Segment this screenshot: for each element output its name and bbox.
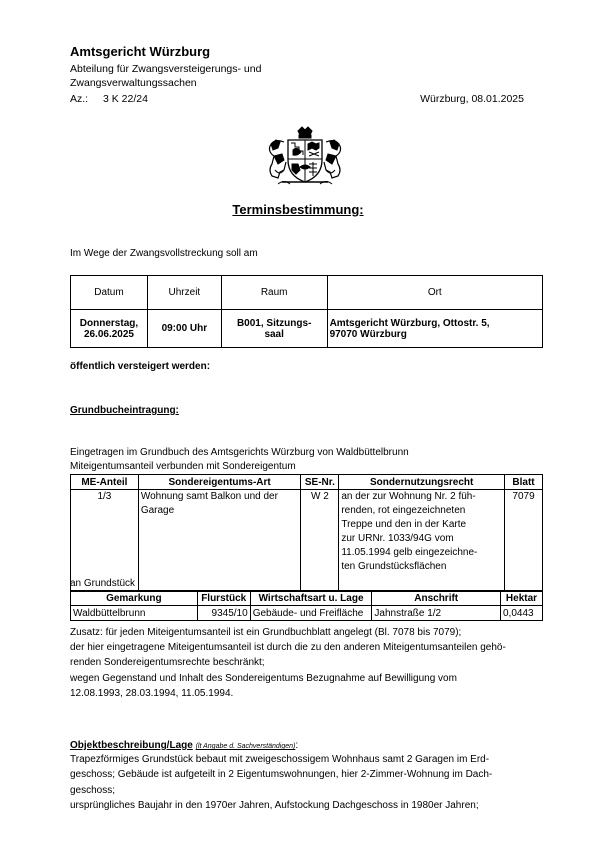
- object-heading-note: (lt Angabe d. Sachverständigen): [195, 743, 296, 750]
- appointment-header-date: Datum: [71, 276, 148, 310]
- object-line: Trapezförmiges Grundstück bebaut mit zweigeschossigem Wohnhaus samt 2 Garagen im Erd-: [70, 754, 490, 765]
- ownership-type: [138, 490, 301, 591]
- note-line: der hier eingetragene Miteigentumsanteil ist durch die zu den anderen Miteigentumsanteilen gehö-: [70, 642, 506, 654]
- parcel-header: Anschrift: [372, 592, 501, 606]
- parcel-header: Gemarkung: [71, 592, 198, 606]
- use-right-line: ten Grundstücksflächen: [341, 561, 447, 572]
- note-line: Zusatz: für jeden Miteigentumsanteil ist ein Grundbuchblatt angelegt (Bl. 7078 bis 7079);: [70, 627, 462, 638]
- court-name: Amtsgericht Würzburg: [70, 44, 211, 59]
- use-right-line: renden, rot eingezeichneten: [341, 505, 466, 516]
- share-header: Sondereigentums-Art: [138, 475, 301, 490]
- intro-text: Im Wege der Zwangsvollstreckung soll am: [70, 248, 258, 259]
- ownership-type-line: Wohnung samt Balkon und der: [140, 491, 278, 502]
- share-header: Blatt: [505, 475, 543, 490]
- share-fraction: 1/3: [71, 490, 139, 591]
- use-right-line: an der zur Wohnung Nr. 2 füh-: [341, 491, 476, 502]
- registry-line: Miteigentumsanteil verbunden mit Sondereigentum: [70, 461, 296, 472]
- parcel-header: Wirtschaftsart u. Lage: [250, 592, 372, 606]
- appointment-header-room: Raum: [221, 276, 327, 310]
- appointment-header-place: Ort: [327, 276, 542, 310]
- object-description: [70, 752, 545, 813]
- table-row: [71, 606, 543, 621]
- appointment-date-line: Donnerstag,: [79, 317, 139, 329]
- appointment-table: [70, 275, 543, 348]
- use-right-line: 11.05.1994 gelb eingezeichne-: [341, 547, 478, 558]
- case-number-label: Az.:: [70, 93, 89, 105]
- share-header: ME-Anteil: [71, 475, 139, 490]
- land-register-heading: Grundbucheintragung:: [70, 405, 179, 416]
- object-description-heading: [70, 740, 298, 751]
- appointment-room-line: saal: [264, 328, 284, 340]
- place-date: Würzburg, 08.01.2025: [420, 93, 524, 105]
- department-line: Zwangsverwaltungssachen: [70, 77, 197, 89]
- share-header: Sondernutzungsrecht: [339, 475, 505, 490]
- use-right-line: zur URNr. 1033/94G vom: [341, 533, 454, 544]
- parcel-address: Jahnstraße 1/2: [372, 606, 501, 621]
- note-line: renden Sondereigentumsrechte beschränkt;: [70, 657, 265, 669]
- appointment-place-line: 97070 Würzburg: [329, 328, 407, 340]
- appointment-date: [71, 310, 148, 348]
- parcel-hectare: 0,0443: [501, 606, 543, 621]
- use-right-line: Treppe und den in der Karte: [341, 519, 467, 530]
- parcel-number: 9345/10: [197, 606, 250, 621]
- parcel-table: [70, 591, 543, 621]
- appointment-date-line: 26.06.2025: [83, 328, 134, 340]
- parcel-header: Flurstück: [197, 592, 250, 606]
- appointment-room-line: B001, Sitzungs-: [236, 317, 312, 329]
- appointment-room: [221, 310, 327, 348]
- court-department: [70, 62, 330, 90]
- appointment-place: [327, 310, 542, 348]
- appointment-time: 09:00 Uhr: [147, 310, 221, 348]
- bavarian-coat-of-arms: [262, 126, 348, 186]
- co-ownership-table: [70, 474, 543, 591]
- appointment-place-line: Amtsgericht Würzburg, Ottostr. 5,: [329, 317, 490, 329]
- parcel-intro: an Grundstück: [70, 578, 136, 589]
- share-header: SE-Nr.: [301, 475, 339, 490]
- object-line: geschoss;: [70, 784, 116, 796]
- appointment-header-time: Uhrzeit: [147, 276, 221, 310]
- unit-number: W 2: [301, 490, 339, 591]
- department-line: Abteilung für Zwangsversteigerungs- und: [70, 63, 262, 75]
- special-use-right: [339, 490, 505, 591]
- note-line: 12.08.1993, 28.03.1994, 11.05.1994.: [70, 687, 234, 699]
- ownership-type-line: Garage: [140, 505, 175, 516]
- parcel-usage: Gebäude- und Freifläche: [250, 606, 372, 621]
- document-title: Terminsbestimmung:: [232, 202, 364, 217]
- parcel-header: Hektar: [501, 592, 543, 606]
- notes-block: [70, 625, 545, 701]
- auction-statement: öffentlich versteigert werden:: [70, 361, 211, 372]
- case-number: 3 K 22/24: [103, 93, 148, 105]
- object-heading-text: Objektbeschreibung/Lage: [70, 740, 193, 751]
- object-line: ursprüngliches Baujahr in den 1970er Jahren, Aufstockung Dachgeschoss in 1980er Jahren;: [70, 799, 479, 811]
- register-sheet: 7079: [505, 490, 543, 591]
- parcel-district: Waldbüttelbrunn: [71, 606, 198, 621]
- object-line: geschoss; Gebäude ist aufgeteilt in 2 Eigentumswohnungen, hier 2-Zimmer-Wohnung im Dach-: [70, 769, 493, 781]
- object-heading-colon: :: [295, 740, 299, 751]
- registry-line: Eingetragen im Grundbuch des Amtsgerichts Würzburg von Waldbüttelbrunn: [70, 447, 409, 458]
- table-row: [71, 490, 543, 591]
- note-line: wegen Gegenstand und Inhalt des Sondereigentums Bezugnahme auf Bewilligung vom: [70, 672, 457, 684]
